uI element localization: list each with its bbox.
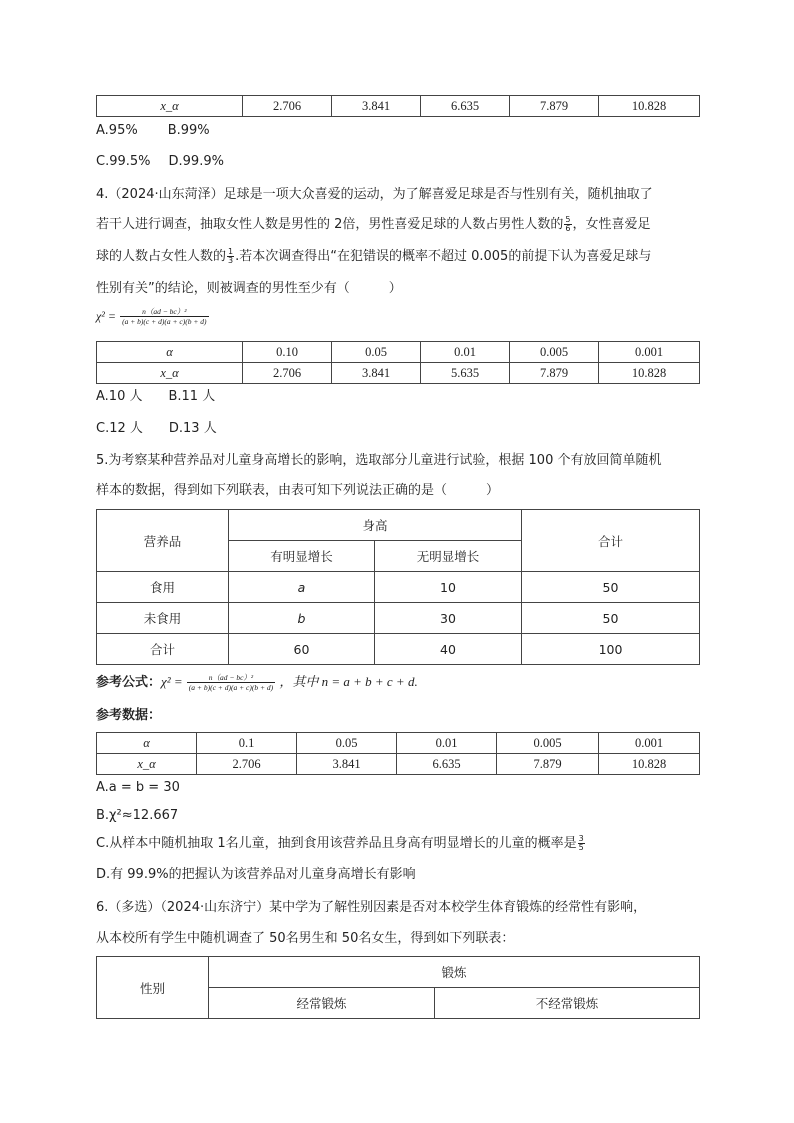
q4-line-4: 性别有关”的结论，则被调查的男性至少有（ ） — [96, 281, 402, 296]
table-cell: 0.005 — [497, 733, 599, 754]
q5-option-d: D.有 99.9%的把握认为该营养品对儿童身高增长有影响 — [96, 867, 416, 882]
table-row — [97, 572, 700, 603]
q4-options-cd — [96, 420, 217, 438]
table-cell: 100 — [522, 634, 700, 665]
q4-options-ab — [96, 388, 215, 406]
option-c: C.12 人 — [96, 421, 143, 436]
table-cell: 10.828 — [599, 363, 700, 384]
table-row — [97, 634, 700, 665]
fraction: $\frac{1}{3}$ — [228, 247, 234, 265]
q5-reference-table — [96, 732, 700, 775]
q4-chi-square-formula: χ² = $\frac{\text{n（ad − bc）²}}{(a + b)(c + d)(a + c)(b + d)}$ — [96, 307, 207, 326]
table-cell: 7.879 — [510, 96, 599, 117]
table-cell: a — [229, 572, 375, 603]
table-cell: 7.879 — [510, 363, 599, 384]
option-a: A.10 人 — [96, 389, 143, 404]
table-cell: 50 — [522, 603, 700, 634]
q5-option-b: B.χ²≈12.667 — [96, 808, 179, 823]
table-cell: 0.10 — [243, 342, 332, 363]
table-cell: 10 — [375, 572, 522, 603]
table-cell: b — [229, 603, 375, 634]
table-cell: 2.706 — [243, 96, 332, 117]
table-cell: x_α — [97, 96, 243, 117]
table-cell: 0.01 — [397, 733, 497, 754]
q4-line-1: 4.（2024·山东菏泽）足球是一项大众喜爱的运动，为了解喜爱足球是否与性别有关，随机抽取了 — [96, 187, 653, 202]
q4-critical-value-table — [96, 341, 700, 384]
q4-line-2: 若干人进行调查，抽取女性人数是男性的 2倍，男性喜爱足球的人数占男性人数的 $\frac{5}{6}$ ，女性喜爱足 — [96, 215, 651, 233]
table-cell: 合计 — [97, 634, 229, 665]
q4-line-3: 球的人数占女性人数的 $\frac{1}{3}$ .若本次调查得出“在犯错误的概率不超过 0.005的前提下认为喜爱足球与 — [96, 247, 652, 265]
table-row — [97, 342, 700, 363]
header-cell: 身高 — [229, 510, 522, 541]
header-cell: 营养品 — [97, 510, 229, 572]
table-cell: 0.001 — [599, 342, 700, 363]
option-c: C.99.5% — [96, 154, 151, 169]
q5-line-2: 样本的数据，得到如下列联表，由表可知下列说法正确的是（ ） — [96, 483, 500, 498]
table-row — [97, 957, 700, 988]
table-cell: 0.01 — [421, 342, 510, 363]
table-cell: α — [97, 733, 197, 754]
option-a: A.95% — [96, 123, 138, 138]
table-row — [97, 733, 700, 754]
option-b: B.11 人 — [168, 389, 216, 404]
table-row — [97, 96, 700, 117]
fraction: $\frac{5}{6}$ — [565, 215, 571, 233]
table-cell: 0.005 — [510, 342, 599, 363]
q6-line-1: 6.（多选）（2024·山东济宁）某中学为了解性别因素是否对本校学生体育锻炼的经常性有影响， — [96, 900, 647, 915]
header-cell: 锻炼 — [209, 957, 700, 988]
table-cell: 30 — [375, 603, 522, 634]
table-cell: 食用 — [97, 572, 229, 603]
table-cell: 6.635 — [421, 96, 510, 117]
table-cell: 6.635 — [397, 754, 497, 775]
q5-option-c: C.从样本中随机抽取 1名儿童，抽到食用该营养品且身高有明显增长的儿童的概率是 $\frac{3}{5}$ — [96, 834, 584, 852]
formula-fraction: $\frac{\text{n（ad − bc）²}}{(a + b)(c + d)(a + c)(b + d)}$ — [122, 307, 207, 326]
table-cell: 3.841 — [332, 363, 421, 384]
q6-contingency-table — [96, 956, 700, 1019]
option-d: D.13 人 — [168, 421, 217, 436]
header-cell: 不经常锻炼 — [435, 988, 700, 1019]
table-cell: 60 — [229, 634, 375, 665]
table-cell: 0.05 — [332, 342, 421, 363]
table-cell: 10.828 — [599, 754, 700, 775]
table-cell: 40 — [375, 634, 522, 665]
option-d: D.99.9% — [168, 154, 224, 169]
table-cell: x_α — [97, 754, 197, 775]
table-cell: 3.841 — [297, 754, 397, 775]
table-row — [97, 363, 700, 384]
table-cell: 3.841 — [332, 96, 421, 117]
table-cell: 2.706 — [197, 754, 297, 775]
q5-reference-data-label: 参考数据： — [96, 708, 162, 723]
table-cell: x_α — [97, 363, 243, 384]
table-cell: 7.879 — [497, 754, 599, 775]
header-cell: 无明显增长 — [375, 541, 522, 572]
fraction: $\frac{3}{5}$ — [578, 834, 584, 852]
q5-option-a: A.a = b = 30 — [96, 780, 180, 795]
table-row — [97, 510, 700, 541]
table-cell: 10.828 — [599, 96, 700, 117]
q5-line-1: 5.为考察某种营养品对儿童身高增长的影响，选取部分儿童进行试验，根据 100 个有放回简单随机 — [96, 453, 662, 468]
table-cell: 50 — [522, 572, 700, 603]
table-cell: 未食用 — [97, 603, 229, 634]
table-cell: 0.05 — [297, 733, 397, 754]
table-cell: 0.001 — [599, 733, 700, 754]
header-cell: 经常锻炼 — [209, 988, 435, 1019]
critical-value-table-top — [96, 95, 700, 117]
header-cell: 有明显增长 — [229, 541, 375, 572]
header-cell: 性别 — [97, 957, 209, 1019]
option-b: B.99% — [167, 123, 210, 138]
header-cell: 合计 — [522, 510, 700, 572]
table-cell: 2.706 — [243, 363, 332, 384]
formula-fraction: $\frac{\text{n（ad − bc）²}}{(a + b)(c + d)(a + c)(b + d)}$ — [188, 673, 274, 692]
table-cell: 5.635 — [421, 363, 510, 384]
q3-options-ab — [96, 122, 210, 140]
table-cell: α — [97, 342, 243, 363]
q3-options-cd — [96, 153, 224, 171]
q6-line-2: 从本校所有学生中随机调查了 50名男生和 50名女生，得到如下列联表： — [96, 931, 515, 946]
q5-reference-formula: 参考公式：χ² = $\frac{\text{n（ad − bc）²}}{(a + b)(c + d)(a + c)(b + d)}$ ，其中 n = a + b + c + d. — [96, 673, 418, 692]
table-row — [97, 754, 700, 775]
table-cell: 0.1 — [197, 733, 297, 754]
table-row — [97, 603, 700, 634]
q5-contingency-table — [96, 509, 700, 665]
